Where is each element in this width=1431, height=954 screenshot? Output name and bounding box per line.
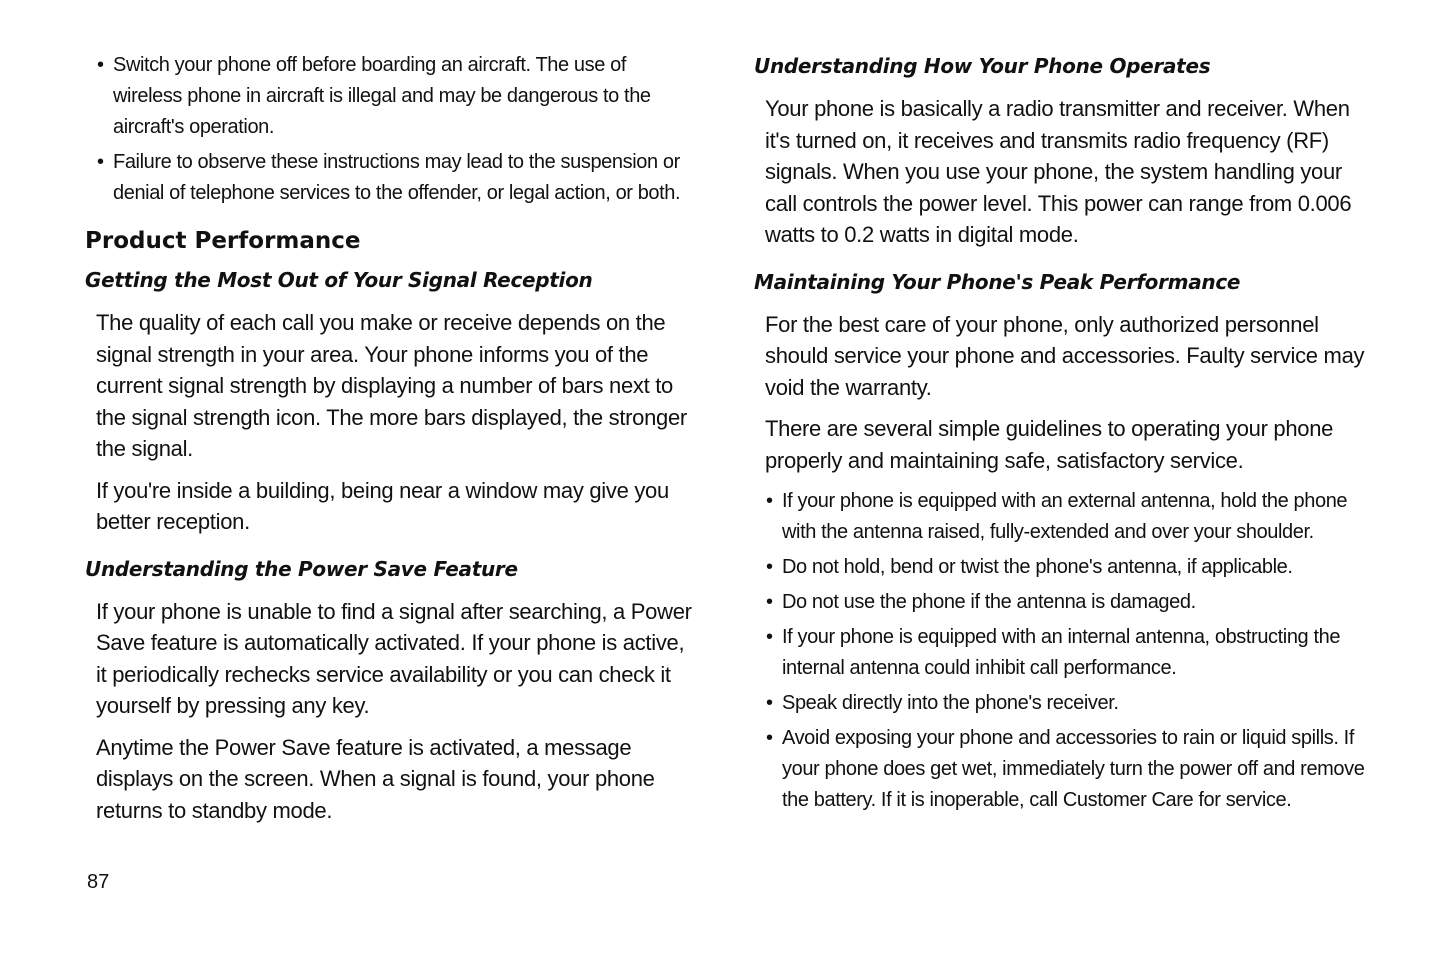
paragraph-power-save-message: Anytime the Power Save feature is activated, a message displays on the screen. When a signal is found, your phone returns to standby mode.: [96, 734, 655, 823]
list-item: • Failure to observe these instructions may lead to the suspension or denial of telephone services to the offender, or legal action, or both.: [85, 147, 700, 209]
right-column: [754, 50, 1366, 822]
aircraft-bullet-list: [85, 50, 700, 209]
subheading-how-phone-operates: Understanding How Your Phone Operates: [754, 54, 1211, 78]
paragraph-authorized-service: For the best care of your phone, only authorized personnel should service your phone and accessories. Faulty service may void the warranty.: [765, 311, 1365, 400]
subheading-signal-reception: Getting the Most Out of Your Signal Reception: [85, 268, 593, 292]
list-item: • Switch your phone off before boarding an aircraft. The use of wireless phone in aircraft is illegal and may be dangerous to the aircraft's operation.: [85, 50, 700, 143]
list-item: • If your phone is equipped with an internal antenna, obstructing the internal antenna could inhibit call performance.: [754, 622, 1366, 684]
paragraph-signal-quality: The quality of each call you make or receive depends on the signal strength in your area. Your phone informs you of the current signal strength by displaying a number of bars next to the signal strength icon. The more bars displayed, the stronger the signal.: [96, 310, 687, 461]
left-column: [85, 50, 700, 836]
paragraph-power-save-activation: If your phone is unable to find a signal after searching, a Power Save feature is automatically activated. If your phone is active, it periodically rechecks service availability or you can check it yourself by pressing any key.: [96, 598, 692, 718]
subheading-peak-performance: Maintaining Your Phone's Peak Performance: [754, 269, 1241, 294]
guidelines-bullet-list: [754, 486, 1366, 816]
list-item: • Speak directly into the phone's receiver.: [754, 688, 1366, 719]
list-item: • Do not hold, bend or twist the phone's antenna, if applicable.: [754, 552, 1366, 583]
page-number: 87: [87, 871, 110, 893]
subheading-power-save: Understanding the Power Save Feature: [85, 556, 518, 581]
section-title-product-performance: Product Performance: [85, 228, 361, 254]
list-item: • Avoid exposing your phone and accessories to rain or liquid spills. If your phone does get wet, immediately turn the power off and remove the battery. If it is inoperable, call Customer Care for service.: [754, 723, 1366, 816]
list-item: • If your phone is equipped with an external antenna, hold the phone with the antenna raised, fully-extended and over your shoulder.: [754, 486, 1366, 548]
paragraph-building-reception: If you're inside a building, being near a window may give you better reception.: [96, 477, 669, 534]
paragraph-radio-transmitter: Your phone is basically a radio transmitter and receiver. When it's turned on, it receives and transmits radio frequency (RF) signals. When you use your phone, the system handling your call controls the power level. This power can range from 0.006 watts to 0.2 watts in digital mode.: [765, 96, 1352, 247]
paragraph-guidelines: There are several simple guidelines to operating your phone properly and maintaining safe, satisfactory service.: [765, 416, 1334, 473]
list-item: • Do not use the phone if the antenna is damaged.: [754, 587, 1366, 618]
